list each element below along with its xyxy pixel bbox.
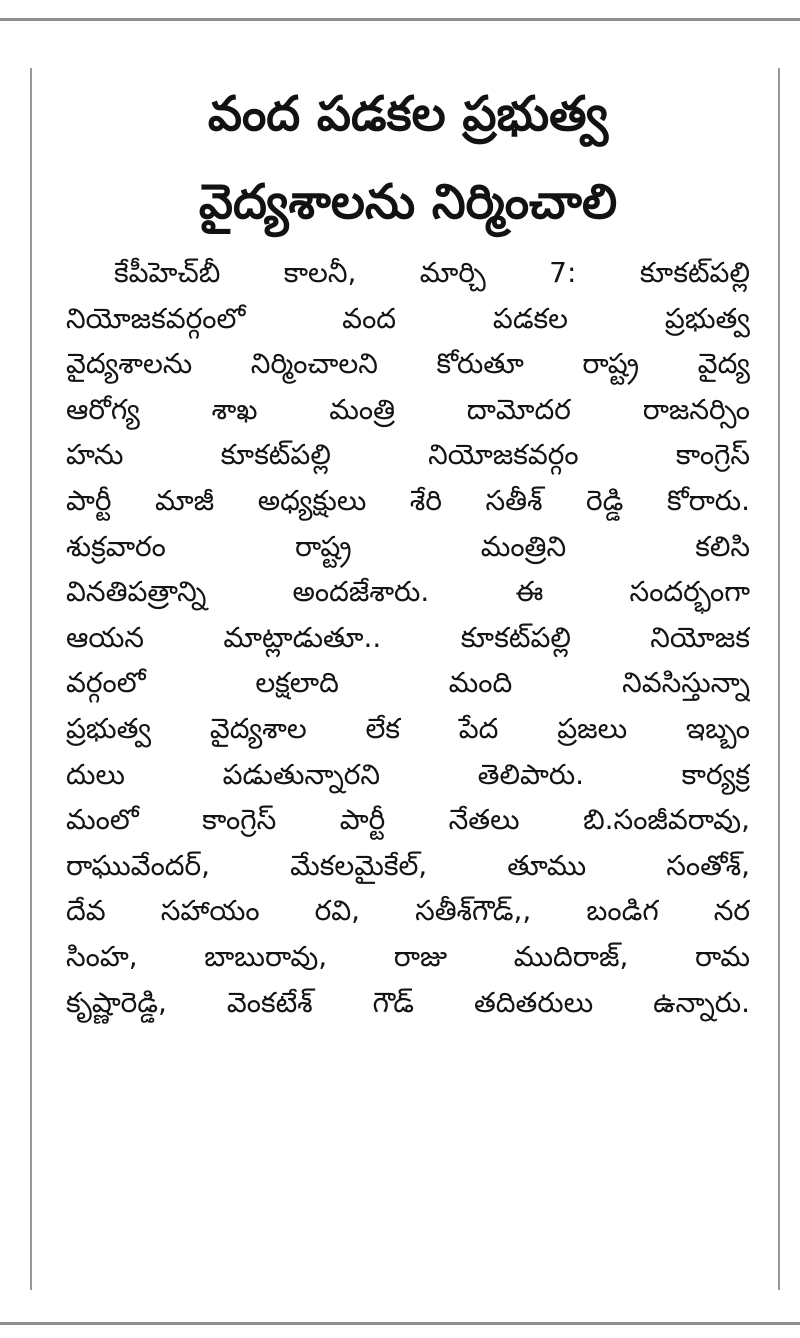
article-headline <box>66 70 750 246</box>
headline-line: వైద్యశాలను నిర్మించాలి <box>198 174 618 230</box>
news-article <box>66 70 750 1025</box>
headline-line: వంద పడకల ప్రభుత్వ <box>207 86 609 142</box>
body-line: కేపీహెచ్‌బీ కాలనీ, మార్చి 7: కూకట్‌పల్లి <box>114 256 750 289</box>
body-line: నియోజకవర్గంలో వంద పడకల ప్రభుత్వ <box>66 301 750 335</box>
body-line: వైద్యశాలను నిర్మించాలని కోరుతూ రాష్ట్ర వైద్య <box>66 347 750 381</box>
body-line: రాఘువేందర్, మేకలమైకేల్, తూము సంతోశ్, <box>66 848 750 882</box>
body-line: వర్గంలో లక్షలాది మంది నివసిస్తున్నా <box>66 666 750 700</box>
body-line: దులు పడుతున్నారని తెలిపారు. కార్యక్ర <box>66 757 750 791</box>
body-line: వినతిపత్రాన్ని అందజేశారు. ఈ సందర్భంగా <box>66 575 750 609</box>
right-column-rule <box>778 68 780 1290</box>
body-line: దేవ సహాయం రవి, సతీశ్‌గౌడ్,, బండిగ నర <box>66 894 750 928</box>
body-line: మంలో కాంగ్రెస్ పార్టీ నేతలు బి.సంజీవరావు, <box>66 803 750 837</box>
left-column-rule <box>30 68 32 1290</box>
body-line: హను కూకట్‌పల్లి నియోజకవర్గం కాంగ్రెస్ <box>66 438 750 472</box>
bottom-page-rule <box>0 1322 800 1325</box>
top-page-rule <box>0 18 800 21</box>
body-line: శుక్రవారం రాష్ట్ర మంత్రిని కలిసి <box>66 529 750 563</box>
article-body <box>66 250 750 1025</box>
body-line: పార్టీ మాజీ అధ్యక్షులు శేరి సతీశ్ రెడ్డి కోరారు. <box>66 483 750 517</box>
body-line: ఆయన మాట్లాడుతూ.. కూకట్‌పల్లి నియోజక <box>66 620 750 654</box>
body-line: ప్రభుత్వ వైద్యశాల లేక పేద ప్రజలు ఇబ్బం <box>66 711 750 745</box>
body-line: కృష్ణారెడ్డి, వెంకటేశ్ గౌడ్ తదితరులు ఉన్నారు. <box>66 985 750 1019</box>
body-line: సింహ, బాబురావు, రాజు ముదిరాజ్, రామ <box>66 939 750 973</box>
body-line: ఆరోగ్య శాఖ మంత్రి దామోదర రాజనర్సిం <box>66 392 750 426</box>
